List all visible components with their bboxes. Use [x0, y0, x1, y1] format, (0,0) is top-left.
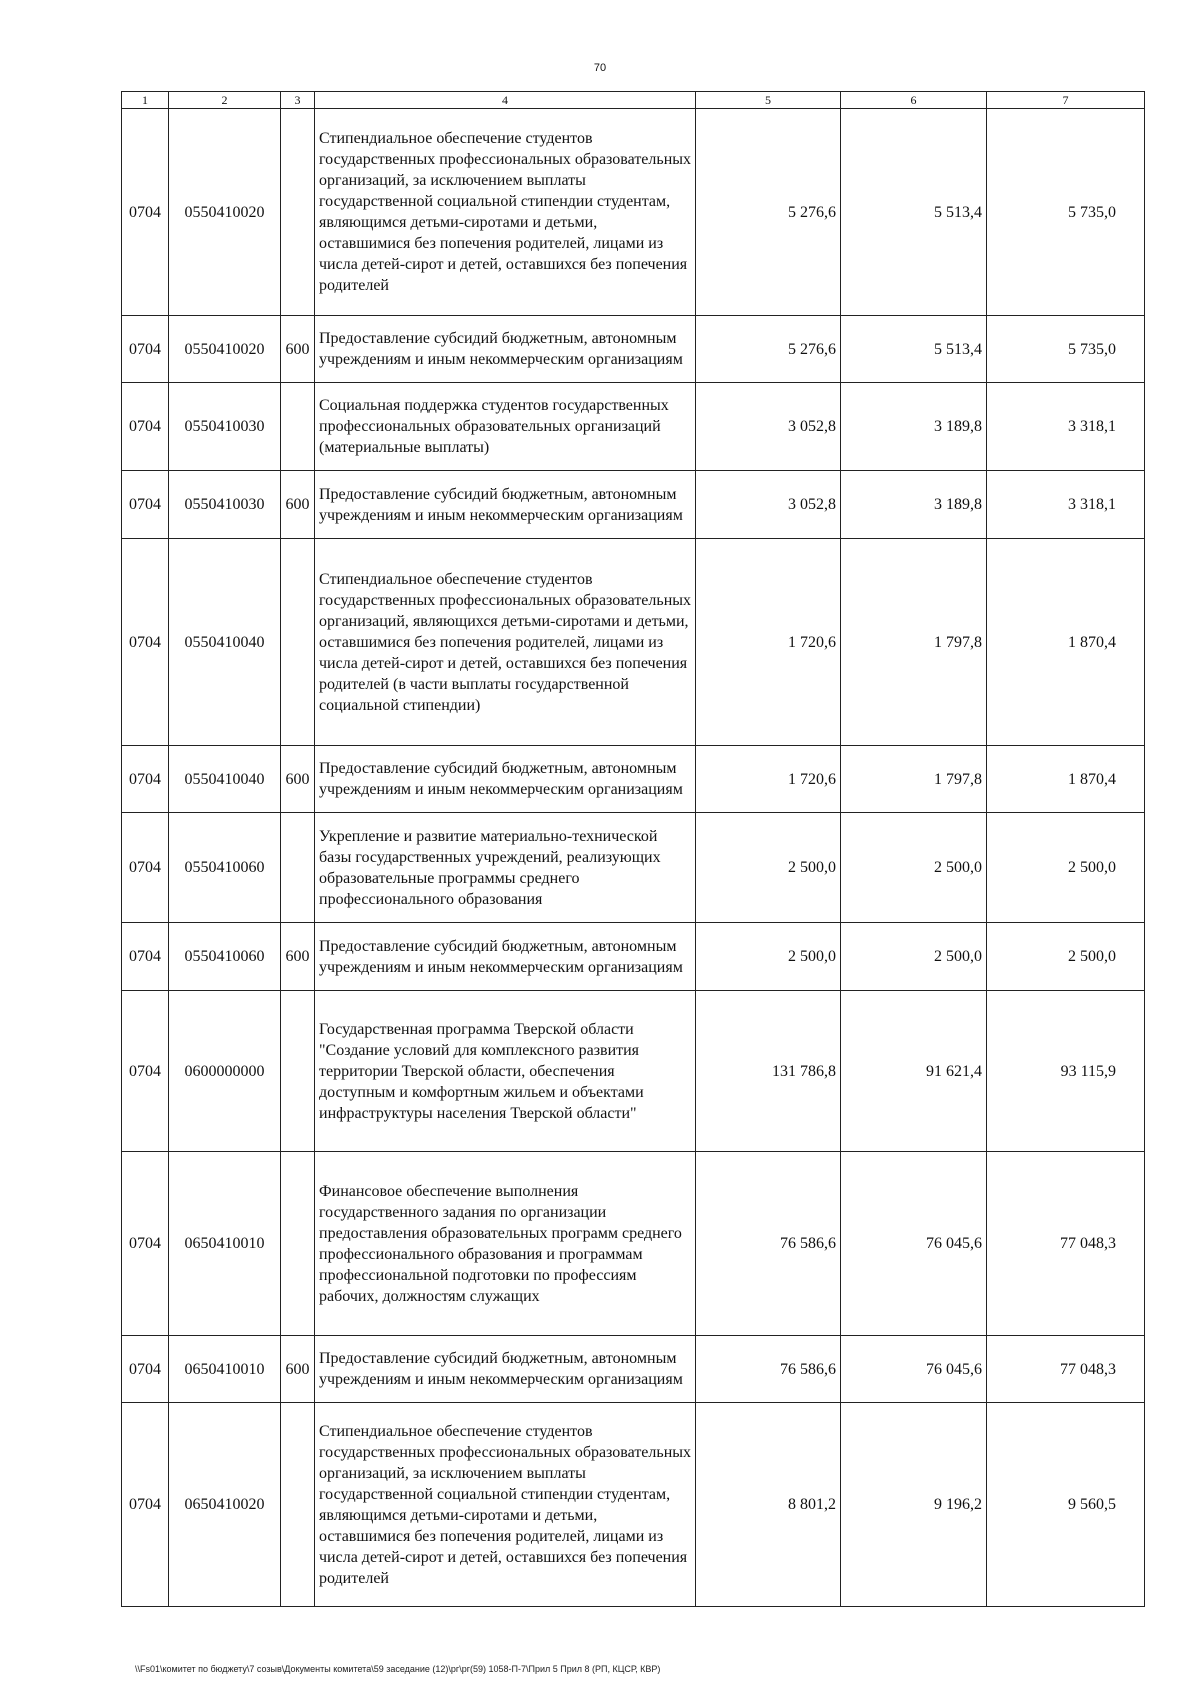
column-header-expense-type: 3	[281, 92, 315, 109]
amount-year3: 77 048,3	[987, 1152, 1145, 1336]
target-article-code: 0650410010	[169, 1152, 281, 1336]
amount-year1: 3 052,8	[696, 383, 841, 471]
amount-year2: 2 500,0	[841, 923, 987, 991]
table-row	[122, 1152, 1145, 1336]
expense-name: Предоставление субсидий бюджетным, автономным учреждениям и иным некоммерческим организациям	[315, 1336, 696, 1403]
table-row	[122, 813, 1145, 923]
amount-year3: 5 735,0	[987, 109, 1145, 316]
target-article-code: 0550410020	[169, 109, 281, 316]
expense-type-code: 600	[281, 1336, 315, 1403]
amount-year3: 93 115,9	[987, 991, 1145, 1152]
section-code: 0704	[122, 471, 169, 539]
section-code: 0704	[122, 813, 169, 923]
column-header-target-article: 2	[169, 92, 281, 109]
table-row	[122, 316, 1145, 383]
expense-name: Социальная поддержка студентов государственных профессиональных образовательных организаций (материальные выплаты)	[315, 383, 696, 471]
amount-year1: 1 720,6	[696, 539, 841, 746]
expense-type-code: 600	[281, 746, 315, 813]
table-row	[122, 991, 1145, 1152]
column-header-year1: 5	[696, 92, 841, 109]
column-header-year2: 6	[841, 92, 987, 109]
expense-type-code	[281, 1152, 315, 1336]
amount-year3: 77 048,3	[987, 1336, 1145, 1403]
section-code: 0704	[122, 923, 169, 991]
amount-year2: 5 513,4	[841, 316, 987, 383]
expense-name: Стипендиальное обеспечение студентов государственных профессиональных образовательных организаций, за исключением выплаты государственной социальной стипендии студентам, являющимся детьми-сиротами и детьми, оставшимися без попечения родителей, лицами из числа детей-сирот и детей, оставшихся без попечения родителей	[315, 1403, 696, 1607]
table-row	[122, 383, 1145, 471]
target-article-code: 0600000000	[169, 991, 281, 1152]
expense-name: Стипендиальное обеспечение студентов государственных профессиональных образовательных организаций, за исключением выплаты государственной социальной стипендии студентам, являющимся детьми-сиротами и детьми, оставшимися без попечения родителей, лицами из числа детей-сирот и детей, оставшихся без попечения родителей	[315, 109, 696, 316]
section-code: 0704	[122, 746, 169, 813]
expense-type-code: 600	[281, 471, 315, 539]
amount-year3: 3 318,1	[987, 471, 1145, 539]
column-header-name: 4	[315, 92, 696, 109]
amount-year2: 5 513,4	[841, 109, 987, 316]
expense-type-code	[281, 1403, 315, 1607]
section-code: 0704	[122, 109, 169, 316]
table-row	[122, 471, 1145, 539]
amount-year2: 2 500,0	[841, 813, 987, 923]
target-article-code: 0550410020	[169, 316, 281, 383]
expense-name: Предоставление субсидий бюджетным, автономным учреждениям и иным некоммерческим организациям	[315, 746, 696, 813]
expense-type-code	[281, 383, 315, 471]
target-article-code: 0550410040	[169, 746, 281, 813]
expense-name: Стипендиальное обеспечение студентов государственных профессиональных образовательных организаций, являющихся детьми-сиротами и детьми, оставшимися без попечения родителей, лицами из числа детей-сирот и детей, оставшихся без попечения родителей (в части выплаты государственной социальной стипендии)	[315, 539, 696, 746]
table-row	[122, 1403, 1145, 1607]
amount-year1: 76 586,6	[696, 1152, 841, 1336]
expense-type-code	[281, 991, 315, 1152]
amount-year3: 1 870,4	[987, 746, 1145, 813]
amount-year3: 5 735,0	[987, 316, 1145, 383]
amount-year2: 3 189,8	[841, 383, 987, 471]
section-code: 0704	[122, 539, 169, 746]
amount-year2: 1 797,8	[841, 539, 987, 746]
target-article-code: 0650410010	[169, 1336, 281, 1403]
amount-year2: 76 045,6	[841, 1336, 987, 1403]
amount-year1: 3 052,8	[696, 471, 841, 539]
amount-year1: 5 276,6	[696, 316, 841, 383]
target-article-code: 0650410020	[169, 1403, 281, 1607]
amount-year2: 76 045,6	[841, 1152, 987, 1336]
table-row	[122, 539, 1145, 746]
expense-type-code: 600	[281, 923, 315, 991]
budget-table	[121, 91, 1145, 1607]
amount-year2: 1 797,8	[841, 746, 987, 813]
column-number-row	[122, 92, 1145, 109]
target-article-code: 0550410060	[169, 813, 281, 923]
section-code: 0704	[122, 991, 169, 1152]
expense-name: Предоставление субсидий бюджетным, автономным учреждениям и иным некоммерческим организациям	[315, 923, 696, 991]
page-number: 70	[593, 62, 607, 74]
column-header-section: 1	[122, 92, 169, 109]
target-article-code: 0550410030	[169, 383, 281, 471]
amount-year1: 5 276,6	[696, 109, 841, 316]
amount-year1: 2 500,0	[696, 923, 841, 991]
expense-type-code: 600	[281, 316, 315, 383]
footer-file-path: \\Fs01\комитет по бюджету\7 созыв\Документы комитета\59 заседание (12)\рг\рг(59) 1058-П-7\Прил 5 Прил 8 (РП, КЦСР, КВР)	[135, 1664, 661, 1674]
expense-type-code	[281, 109, 315, 316]
target-article-code: 0550410030	[169, 471, 281, 539]
amount-year3: 2 500,0	[987, 923, 1145, 991]
amount-year1: 131 786,8	[696, 991, 841, 1152]
amount-year3: 1 870,4	[987, 539, 1145, 746]
table-row	[122, 746, 1145, 813]
section-code: 0704	[122, 1336, 169, 1403]
section-code: 0704	[122, 383, 169, 471]
expense-name: Укрепление и развитие материально-технической базы государственных учреждений, реализующих образовательные программы среднего профессионального образования	[315, 813, 696, 923]
section-code: 0704	[122, 316, 169, 383]
expense-type-code	[281, 813, 315, 923]
amount-year1: 8 801,2	[696, 1403, 841, 1607]
amount-year2: 91 621,4	[841, 991, 987, 1152]
amount-year2: 3 189,8	[841, 471, 987, 539]
table-row	[122, 109, 1145, 316]
amount-year1: 1 720,6	[696, 746, 841, 813]
expense-name: Предоставление субсидий бюджетным, автономным учреждениям и иным некоммерческим организациям	[315, 316, 696, 383]
section-code: 0704	[122, 1152, 169, 1336]
expense-name: Финансовое обеспечение выполнения государственного задания по организации предоставления образовательных программ среднего профессионального образования и программам профессиональной подготовки по профессиям рабочих, должностям служащих	[315, 1152, 696, 1336]
amount-year1: 76 586,6	[696, 1336, 841, 1403]
expense-name: Государственная программа Тверской области "Создание условий для комплексного развития территории Тверской области, обеспечения доступным и комфортным жильем и объектами инфраструктуры населения Тверской области"	[315, 991, 696, 1152]
amount-year2: 9 196,2	[841, 1403, 987, 1607]
expense-type-code	[281, 539, 315, 746]
expense-name: Предоставление субсидий бюджетным, автономным учреждениям и иным некоммерческим организациям	[315, 471, 696, 539]
amount-year3: 3 318,1	[987, 383, 1145, 471]
table-row	[122, 1336, 1145, 1403]
amount-year1: 2 500,0	[696, 813, 841, 923]
target-article-code: 0550410060	[169, 923, 281, 991]
amount-year3: 2 500,0	[987, 813, 1145, 923]
amount-year3: 9 560,5	[987, 1403, 1145, 1607]
table-row	[122, 923, 1145, 991]
section-code: 0704	[122, 1403, 169, 1607]
column-header-year3: 7	[987, 92, 1145, 109]
target-article-code: 0550410040	[169, 539, 281, 746]
